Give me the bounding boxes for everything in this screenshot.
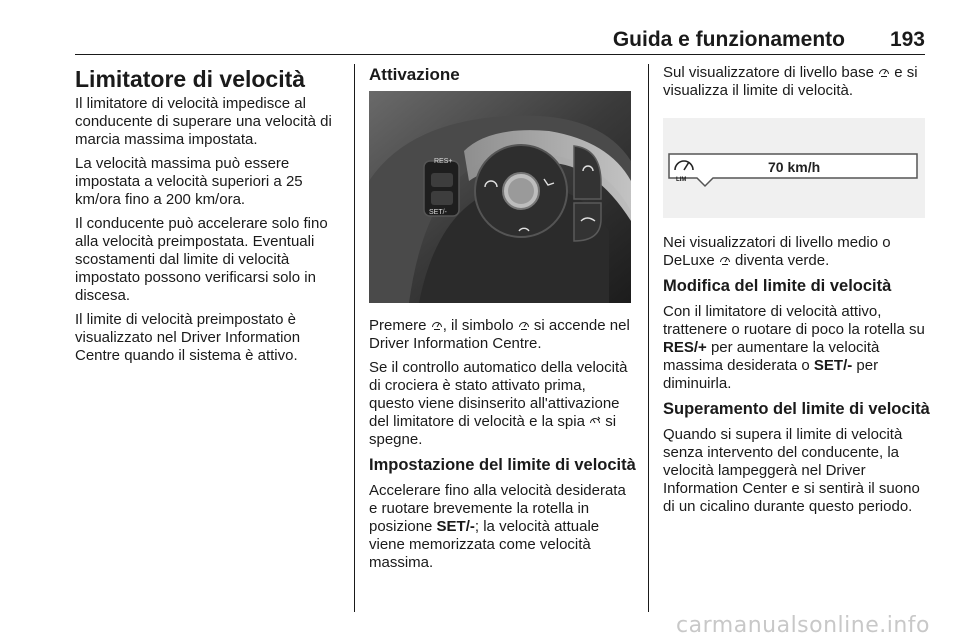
heading-setting-limit: Impostazione del limite di velocità [369,456,636,474]
paragraph: Quando si supera il limite di velocità senza intervento del conducente, la velocità lampeggerà nel Driver Information Center e si sentirà il suono di un cicalino durante questo periodo. [663,426,920,515]
paragraph: Sul visualizzatore di livello base e si visualizza il limite di velocità. [663,64,918,99]
paragraph: Il conducente può accelerare solo fino alla velocità preimpostata. Eventuali scostamenti dal limite di velocità impostato possono verificarsi solo in discesa. [75,215,328,304]
display-illustration [663,118,925,218]
speedometer-limit-icon [878,66,890,78]
watermark: carmanualsonline.info [676,613,930,638]
paragraph: Con il limitatore di velocità attivo, trattenere o ruotare di poco la rotella su RES/+ per aumentare la velocità massima desiderata o SET/- per diminuirla. [663,303,925,392]
driver-info-display [663,118,925,218]
paragraph: Il limite di velocità preimpostato è visualizzato nel Driver Information Centre quando il sistema è attivo. [75,311,301,364]
speedometer-limit-icon [518,319,530,331]
cruise-control-icon [589,415,601,427]
paragraph: Premere , il simbolo si accende nel Driver Information Centre. [369,317,630,352]
paragraph: Se il controllo automatico della velocità di crociera è stato attivato prima, questo viene disinserito all'attivazione del limitatore di velocità e la spia si spegne. [369,359,628,448]
steering-wheel-illustration [369,91,631,303]
speedometer-limit-icon [719,254,731,266]
heading-modify-limit: Modifica del limite di velocità [663,277,892,295]
column-divider [648,64,649,612]
speedometer-limit-icon [431,319,443,331]
column-1 [75,64,345,371]
heading-activation: Attivazione [369,65,460,84]
res-label: RES+ [434,158,453,165]
paragraph: Il limitatore di velocità impedisce al conducente di superare una velocità di marcia massima impostata. [75,95,332,148]
paragraph: La velocità massima può essere impostata a velocità superiori a 25 km/ora fino a 200 km/ora. [75,155,303,208]
column-3 [663,64,928,522]
paragraph: Accelerare fino alla velocità desiderata e ruotare brevemente la rotella in posizione SET/-; la velocità attuale viene memorizzata come velocità massima. [369,482,626,571]
paragraph: Nei visualizzatori di livello medio o DeLuxe diventa verde. [663,234,891,269]
column-divider [354,64,355,612]
page-number: 193 [889,28,925,51]
lim-label: LIM [676,177,687,183]
heading-exceeding-limit: Superamento del limite di velocità [663,400,930,418]
column-2 [369,64,634,578]
section-title: Guida e funzionamento [612,28,845,51]
heading-speed-limiter: Limitatore di velocità [75,66,306,92]
page-header [75,26,925,55]
speed-readout: 70 km/h [768,159,821,175]
set-label: SET/- [429,209,447,216]
steering-wheel-photo [369,91,631,303]
